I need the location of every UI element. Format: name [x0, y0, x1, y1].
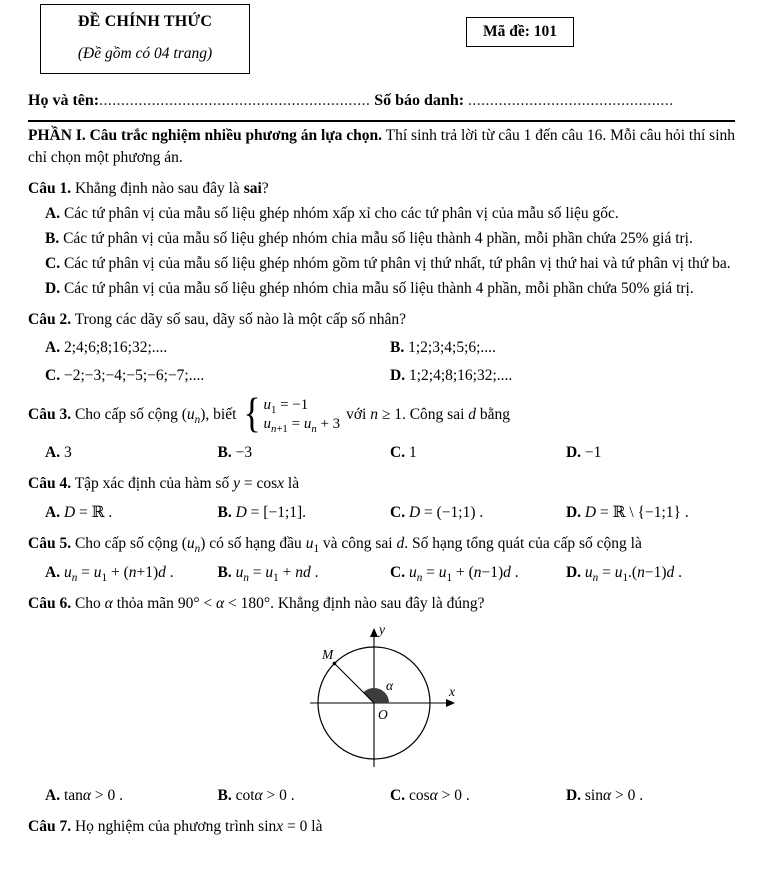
math-u1: $u_1$: [305, 534, 320, 555]
option-letter: C.: [390, 443, 406, 461]
part1-title: PHẦN I. Câu trắc nghiệm nhiều phương án lựa chọn.: [28, 126, 383, 144]
option-text: 1;2;3;4;5;6;....: [408, 338, 496, 356]
option-text: $u_n = u_1$ + nd .: [235, 563, 319, 584]
question-4: [28, 473, 735, 495]
question-6-text: . Khẳng định nào sau đây là đúng?: [270, 594, 485, 612]
option-letter: C.: [390, 563, 406, 581]
question-4-option-a: [45, 502, 218, 524]
option-text: cosα > 0 .: [408, 786, 470, 804]
option-letter: D.: [565, 503, 582, 521]
option-text: sinα > 0 .: [584, 786, 644, 804]
question-2-text: Trong các dãy số sau, dãy số nào là một cấp số nhân?: [74, 310, 406, 328]
option-letter: B.: [217, 563, 232, 581]
option-text: $u_n = u_1.(n-1)d$ .: [584, 563, 682, 584]
unit-circle-diagram: [286, 619, 478, 771]
option-text: 1;2;4;8;16;32;....: [408, 366, 513, 384]
option-letter: C.: [390, 786, 406, 804]
option-text: cotα > 0 .: [235, 786, 295, 804]
math-un-sequence: $(u_n)$: [181, 534, 206, 555]
point-m-label: M: [321, 646, 333, 662]
name-label: Họ và tên:: [28, 92, 100, 109]
question-2-option-b: [390, 337, 735, 359]
question-3-text: với: [346, 405, 367, 423]
page-count-note: (Đề gồm có 04 trang): [77, 44, 213, 62]
question-6-option-d: [566, 785, 735, 807]
math-n-condition: n ≥ 1: [370, 405, 402, 423]
math-d: d: [468, 405, 477, 423]
question-2-option-c: [45, 365, 390, 387]
question-6-options-row: [28, 785, 735, 807]
official-exam-box: [40, 4, 250, 74]
question-5-text: và công sai: [322, 534, 393, 552]
question-1-option-b: [28, 228, 735, 250]
option-text: −2;−3;−4;−5;−6;−7;....: [63, 366, 205, 384]
question-3-options-row: [28, 442, 735, 464]
option-letter: D.: [390, 366, 406, 384]
math-sinx-equation: sinx = 0: [258, 817, 308, 835]
option-text: Các tứ phân vị của mẫu số liệu ghép nhóm chia mẫu số liệu thành 4 phần, mỗi phần chứa 50% giá trị.: [63, 279, 694, 297]
question-3-option-b: [218, 442, 391, 464]
name-dots: ..............................................................: [99, 92, 371, 109]
option-letter: A.: [45, 338, 61, 356]
option-text: Các tứ phân vị của mẫu số liệu ghép nhóm chia mẫu số liệu thành 4 phần, mỗi phần chứa 25% giá trị.: [63, 229, 693, 247]
question-4-label: Câu 4.: [28, 474, 72, 492]
math-d: d: [396, 534, 405, 552]
option-text: Các tứ phân vị của mẫu số liệu ghép nhóm gồm tứ phân vị thứ nhất, tứ phân vị thứ hai và tứ phân vị thứ ba.: [63, 254, 731, 272]
option-text: D = [−1;1].: [235, 503, 307, 521]
question-7-text: Họ nghiệm của phương trình: [74, 817, 255, 835]
question-6-option-a: [45, 785, 218, 807]
y-axis-arrow: [370, 628, 378, 637]
option-text: D = (−1;1) .: [408, 503, 484, 521]
question-4-option-c: [390, 502, 566, 524]
question-6-figure: [28, 619, 735, 778]
question-4-option-d: [566, 502, 735, 524]
question-3-text: bằng: [479, 405, 511, 423]
question-2-options-row-2: [28, 365, 735, 387]
question-6-text: thỏa mãn: [116, 594, 174, 612]
question-6-label: Câu 6.: [28, 594, 72, 612]
y-axis-label: y: [378, 621, 385, 637]
alpha-label: α: [385, 677, 393, 693]
option-letter: B.: [390, 338, 405, 356]
question-7: [28, 816, 735, 838]
question-2-option-d: [390, 365, 735, 387]
question-2: [28, 309, 735, 331]
question-1: [28, 178, 735, 200]
candidate-info-line: [28, 90, 735, 113]
section-divider: [28, 120, 735, 122]
question-3-option-c: [390, 442, 566, 464]
option-text: D = ℝ \ {−1;1} .: [584, 503, 689, 521]
question-3-option-a: [45, 442, 218, 464]
system-brace: {: [243, 391, 261, 438]
system-equation-1: $u_1 = -1$: [263, 396, 309, 416]
system-equations: [263, 396, 340, 435]
question-4-text: Tập xác định của hàm số: [74, 474, 230, 492]
x-axis-label: x: [448, 683, 455, 699]
option-letter: D.: [45, 279, 61, 297]
question-3-text: , biết: [205, 405, 237, 423]
question-2-label: Câu 2.: [28, 310, 72, 328]
math-un-sequence: $(u_n)$: [181, 405, 206, 426]
question-5-label: Câu 5.: [28, 534, 72, 552]
question-5-option-a: [45, 562, 218, 584]
option-letter: B.: [217, 503, 232, 521]
option-text: $u_n = u_1 + (n+1)d$ .: [63, 563, 174, 584]
question-4-options-row: [28, 502, 735, 524]
exam-type-title: ĐỀ CHÍNH THỨC: [77, 13, 213, 30]
radius-om: [334, 663, 374, 703]
part1-instructions: Thí sinh trả lời từ câu 1 đến câu 16. Mỗi câu hỏi thí sinh chỉ chọn một phương án.: [28, 126, 736, 166]
question-5-option-c: [390, 562, 566, 584]
question-2-options-row-1: [28, 337, 735, 359]
option-letter: A.: [45, 503, 61, 521]
question-1-bold-word: sai: [243, 179, 262, 197]
option-text: 1: [408, 443, 417, 461]
question-6: [28, 593, 735, 615]
question-5-options-row: [28, 562, 735, 584]
question-2-option-a: [45, 337, 390, 359]
option-text: D = ℝ .: [63, 503, 113, 521]
system-equation-2: $u_{n+1} = u_n + 3$: [263, 416, 341, 436]
question-1-text-end: ?: [261, 179, 269, 197]
question-5-text: Cho cấp số cộng: [74, 534, 178, 552]
question-6-option-b: [218, 785, 391, 807]
x-axis-arrow: [446, 699, 455, 707]
equation-system: [242, 391, 341, 438]
header: [28, 4, 735, 74]
question-5-option-d: [566, 562, 735, 584]
option-letter: A.: [45, 786, 61, 804]
question-1-option-a: [28, 203, 735, 225]
question-1-option-c: [28, 253, 735, 275]
option-text: 3: [63, 443, 72, 461]
part1-heading: [28, 125, 735, 169]
option-letter: A.: [45, 563, 61, 581]
option-text: Các tứ phân vị của mẫu số liệu ghép nhóm xấp xỉ cho các tứ phân vị của mẫu số liệu gốc.: [63, 204, 619, 222]
question-7-text: là: [311, 817, 323, 835]
math-y-cosx: y = cosx: [233, 474, 285, 492]
option-text: 2;4;6;8;16;32;....: [63, 338, 168, 356]
option-letter: D.: [565, 786, 582, 804]
question-5: [28, 533, 735, 555]
option-letter: B.: [217, 443, 232, 461]
option-letter: C.: [45, 254, 61, 272]
exam-code: Mã đề: 101: [483, 23, 558, 40]
option-text: $u_n = u_1 + (n-1)d$ .: [408, 563, 519, 584]
exam-code-box: [466, 17, 574, 47]
question-1-text: Khẳng định nào sau đây là: [74, 179, 244, 197]
question-7-label: Câu 7.: [28, 817, 72, 835]
question-4-text: là: [287, 474, 300, 492]
option-letter: D.: [565, 563, 582, 581]
origin-label: O: [377, 706, 388, 722]
sbd-dots: ...............................................: [467, 92, 674, 109]
question-1-label: Câu 1.: [28, 179, 72, 197]
option-letter: C.: [390, 503, 406, 521]
question-5-text: . Số hạng tổng quát của cấp số cộng là: [404, 534, 642, 552]
option-letter: A.: [45, 204, 61, 222]
question-3-option-d: [566, 442, 735, 464]
option-letter: C.: [45, 366, 61, 384]
option-letter: D.: [565, 443, 582, 461]
question-6-text: Cho: [74, 594, 101, 612]
option-letter: B.: [45, 229, 60, 247]
question-3-label: Câu 3.: [28, 405, 72, 423]
sbd-label: Số báo danh:: [374, 92, 465, 109]
question-1-option-d: [28, 278, 735, 300]
question-3-text: . Công sai: [401, 405, 465, 423]
question-5-text: có số hạng đầu: [209, 534, 302, 552]
math-alpha: α: [104, 594, 113, 612]
option-text: −3: [235, 443, 253, 461]
question-4-option-b: [218, 502, 391, 524]
option-text: tanα > 0 .: [63, 786, 124, 804]
math-angle-range: 90° < α < 180°: [177, 594, 271, 612]
point-m: [332, 661, 336, 665]
question-6-option-c: [390, 785, 566, 807]
question-5-option-b: [218, 562, 391, 584]
option-letter: B.: [217, 786, 232, 804]
question-3: [28, 391, 735, 438]
question-3-text: Cho cấp số cộng: [74, 405, 178, 423]
option-text: −1: [584, 443, 602, 461]
option-letter: A.: [45, 443, 61, 461]
